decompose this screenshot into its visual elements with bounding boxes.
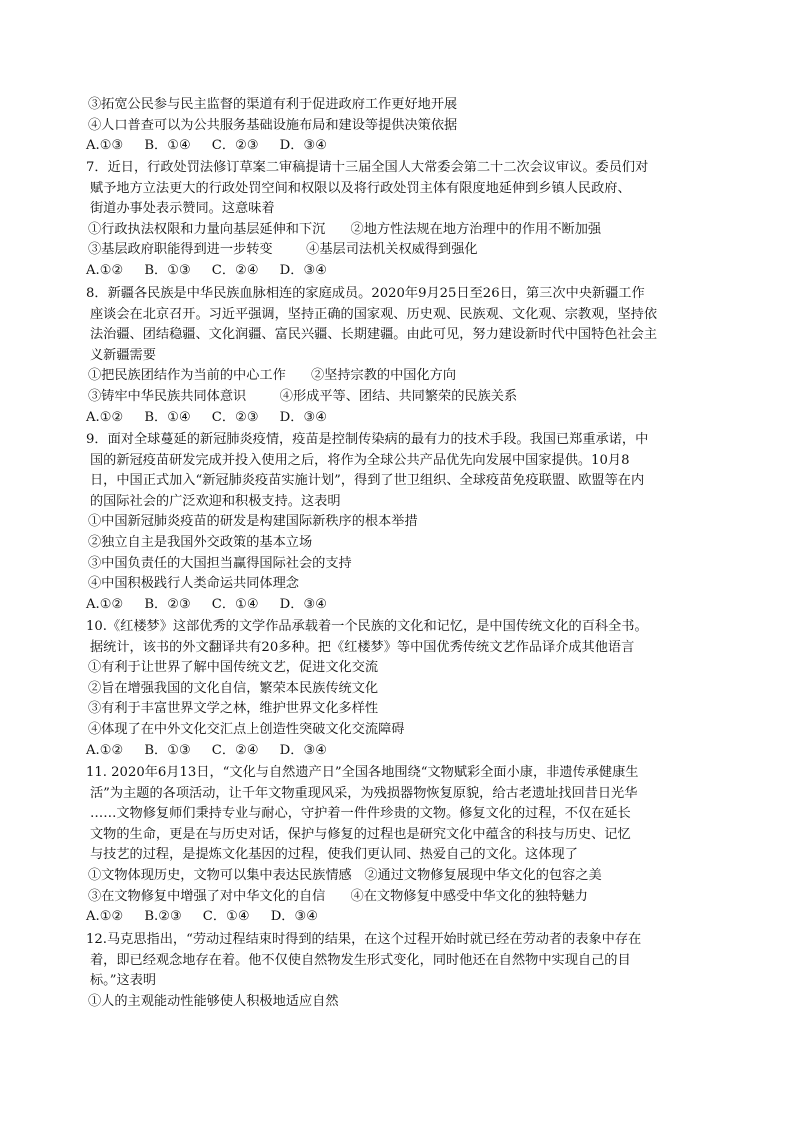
question-stem: 法治疆、团结稳疆、文化润疆、富民兴疆、长期建疆。由此可见，努力建设新时代中国特色社会主 xyxy=(90,327,658,343)
choice-statement: ③有利于丰富世界文学之林，维护世界文化多样性 xyxy=(88,701,379,717)
question-stem: 文物的生命，更是在与历史对话，保护与修复的过程也是研究文化中蕴含的科技与历史、记忆 xyxy=(90,826,631,842)
choice-statement: ①人的主观能动性能够使人积极地适应自然 xyxy=(88,993,339,1009)
question-11 xyxy=(86,763,706,928)
question-stem: 赋予地方立法更大的行政处罚空间和权限以及将行政处罚主体有限度地延伸到乡镇人民政府、 xyxy=(90,180,631,196)
question-stem: 10.《红楼梦》这部优秀的文学作品承载着一个民族的文化和记忆，是中国传统文化的百科全书。 xyxy=(86,619,648,634)
question-stem: 义新疆需要 xyxy=(90,347,156,363)
choice-statement: ①中国新冠肺炎疫苗的研发是构建国际新秩序的根本举措 xyxy=(88,514,418,530)
choice-statement: ②独立自主是我国外交政策的基本立场 xyxy=(88,534,313,550)
answer-options: A.①② B．①③ C．②④ D．③④ xyxy=(86,262,328,278)
answer-options: A.①② B．①④ C．②③ D．③④ xyxy=(86,409,328,425)
choice-statement: ④中国积极践行人类命运共同体理念 xyxy=(88,576,299,592)
choice-statement: ④体现了在中外文化交汇点上创造性突破文化交流障碍 xyxy=(88,721,405,737)
question-stem: 日，中国正式加入“新冠肺炎疫苗实施计划”，得到了世卫组织、全球疫苗免疫联盟、欧盟等在内 xyxy=(90,473,645,489)
question-7 xyxy=(86,158,706,282)
answer-options: A.①② B.②③ C．①④ D．③④ xyxy=(86,909,319,925)
question-stem: 9．面对全球蔓延的新冠肺炎疫情，疫苗是控制传染病的最有力的技术手段。我国已郑重承诺，中 xyxy=(86,432,649,447)
question-stem: 据统计，该书的外文翻译共有20多种。把《红楼梦》等中国优秀传统文艺作品译介成其他语言 xyxy=(90,639,635,655)
question-stem: 的国际社会的广泛欢迎和积极支持。这表明 xyxy=(90,493,341,509)
question-stem: 与技艺的过程，是提炼文化基因的过程，使我们更认同、热爱自己的文化。这体现了 xyxy=(90,847,578,863)
answer-options: A.①② B．②③ C．①④ D．③④ xyxy=(86,596,328,612)
question-stem: 12.马克思指出，“劳动过程结束时得到的结果，在这个过程开始时就已经在劳动者的表象中存在 xyxy=(86,932,642,947)
question-stem: 8．新疆各民族是中华民族血脉相连的家庭成员。2020年9月25日至26日，第三次中央新疆工作 xyxy=(86,286,645,301)
question-stem: 标。”这表明 xyxy=(90,973,157,989)
choice-statement: ①文物体现历史，文物可以集中表达民族情感 ②通过文物修复展现中华文化的包容之美 xyxy=(88,867,602,883)
choice-statement: ①有利于让世界了解中国传统文艺，促进文化交流 xyxy=(88,660,379,676)
question-stem: 11. 2020年6月13日，“文化与自然遗产日”全国各地围绕“文物赋彩全面小康，非遗传承健康生 xyxy=(86,765,639,780)
question-12 xyxy=(86,930,706,1012)
question-9 xyxy=(86,430,706,615)
question-stem: 国的新冠疫苗研发完成并投入使用之后，将作为全球公共产品优先向发展中国家提供。10月8 xyxy=(90,452,630,468)
choice-statement: ③中国负责任的大国担当赢得国际社会的支持 xyxy=(88,555,352,571)
question-stem: 7．近日，行政处罚法修订草案二审稿提请十三届全国人大常委会第二十二次会议审议。委员们对 xyxy=(86,160,649,175)
choice-statement: ③在文物修复中增强了对中华文化的自信 ④在文物修复中感受中华文化的独特魅力 xyxy=(88,888,588,904)
choice-statement: ③基层政府职能得到进一步转变 ④基层司法机关权威得到强化 xyxy=(88,242,478,258)
previous-question-tail xyxy=(86,95,706,157)
question-10 xyxy=(86,617,706,761)
question-stem: 街道办事处表示赞同。这意味着 xyxy=(90,201,275,217)
question-stem: 活”为主题的各项活动，让千年文物重现风采，为残损器物恢复原貌，给古老遗址找回昔日光华 xyxy=(90,785,638,801)
choice-statement: ②旨在增强我国的文化自信，繁荣本民族传统文化 xyxy=(88,680,379,696)
choice-statement: ③铸牢中华民族共同体意识 ④形成平等、团结、共同繁荣的民族关系 xyxy=(88,388,518,404)
question-stem: 着，即已经观念地存在着。他不仅使自然物发生形式变化，同时他还在自然物中实现自己的目 xyxy=(90,952,631,968)
choice-statement: ①把民族团结作为当前的中心工作 ②坚持宗教的中国化方向 xyxy=(88,368,457,384)
question-stem: 座谈会在北京召开。习近平强调，坚持正确的国家观、历史观、民族观、文化观、宗教观，坚持依 xyxy=(90,306,658,322)
answer-options: A.①② B．①③ C．②④ D．③④ xyxy=(86,742,328,758)
choice-statement: ③拓宽公民参与民主监督的渠道有利于促进政府工作更好地开展 xyxy=(88,97,458,112)
choice-statement: ①行政执法权限和力量向基层延伸和下沉 ②地方性法规在地方治理中的作用不断加强 xyxy=(88,221,602,237)
answer-options: A.①③ B．①④ C．②③ D．③④ xyxy=(86,138,328,154)
question-stem: ……文物修复师们秉持专业与耐心，守护着一件件珍贵的文物。修复文化的过程，不仅在延长 xyxy=(90,806,631,822)
choice-statement: ④人口普查可以为公共服务基础设施布局和建设等提供决策依据 xyxy=(88,117,458,133)
question-8 xyxy=(86,284,706,428)
